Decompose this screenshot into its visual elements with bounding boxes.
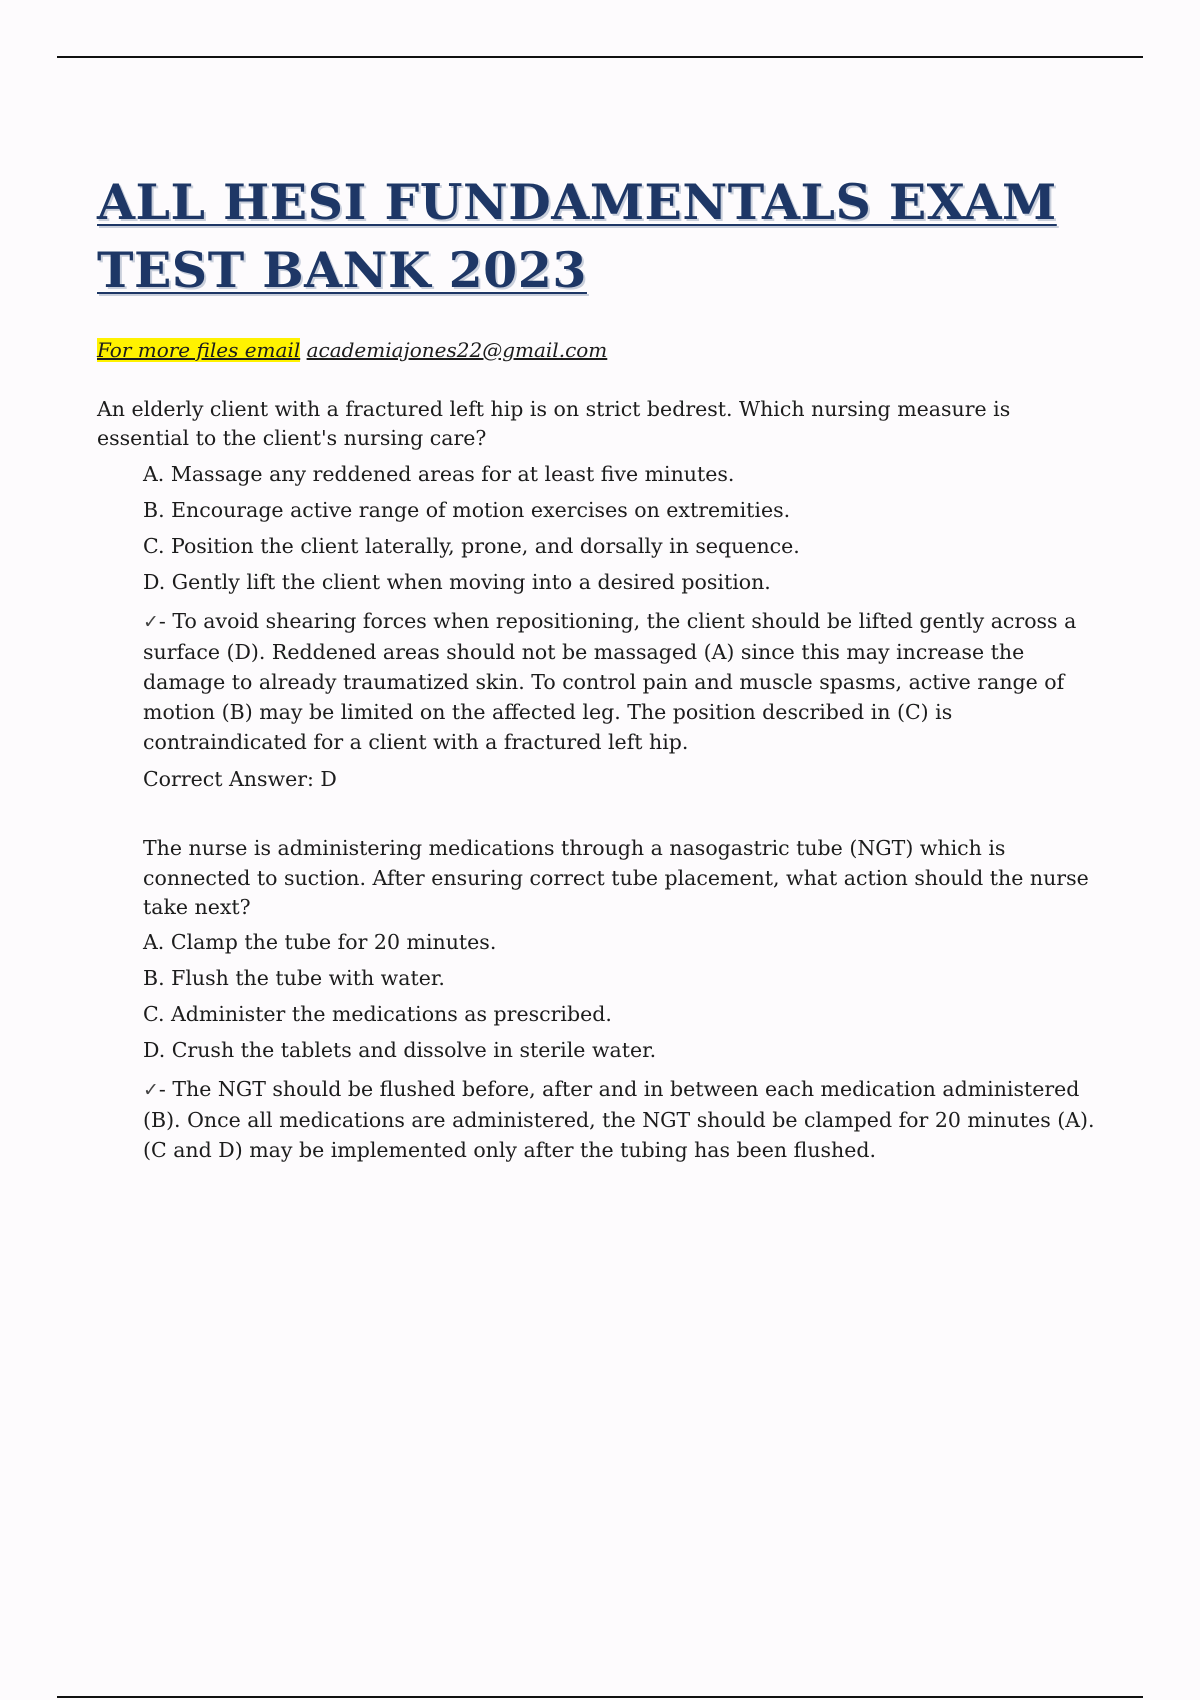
question-2-option-d: D. Crush the tablets and dissolve in sterile water. — [143, 1038, 657, 1062]
question-2-rationale-text: - The NGT should be flushed before, after and in between each medication administered (B). Once all medications are administered, the NGT should be clamped for 20 minutes (A). (C and D) may be implemented only after the tubing has been flushed. — [143, 1077, 1095, 1162]
question-2-stem: The nurse is administering medications through a nasogastric tube (NGT) which is connected to suction. After ensuring correct tube placement, what action should the nurse take next? — [143, 836, 1089, 919]
question-1-rationale-text: - To avoid shearing forces when repositioning, the client should be lifted gently across a surface (D). Reddened areas should not be massaged (A) since this may increase the damage to already traumatized skin. To control pain and muscle spasms, active range of motion (B) may be limited on the affected leg. The position described in (C) is contraindicated for a client with a fractured left hip. — [143, 609, 1077, 754]
question-2-option-b: B. Flush the tube with water. — [143, 966, 445, 990]
question-1-rationale — [143, 606, 1098, 757]
question-2-rationale — [143, 1074, 1098, 1165]
question-2-option-c: C. Administer the medications as prescribed. — [143, 1002, 612, 1026]
footer-rule — [57, 1696, 1143, 1698]
question-1-correct-answer: Correct Answer: D — [143, 767, 337, 791]
document-title: ALL HESI FUNDAMENTALS EXAM TEST BANK 2023 — [97, 173, 1057, 299]
check-icon: ✓ — [143, 1079, 159, 1101]
question-2-body — [143, 924, 1098, 1165]
contact-email-link[interactable]: academiajones22@gmail.com — [306, 338, 608, 362]
question-1-option-a: A. Massage any reddened areas for at least five minutes. — [143, 462, 735, 486]
contact-prefix: For more files email — [97, 338, 301, 362]
question-1-option-c: C. Position the client laterally, prone, and dorsally in sequence. — [143, 534, 800, 558]
question-1-option-d: D. Gently lift the client when moving into a desired position. — [143, 570, 771, 594]
check-icon: ✓ — [143, 611, 159, 633]
contact-line — [97, 338, 607, 362]
header-rule — [57, 56, 1143, 58]
question-2-option-a: A. Clamp the tube for 20 minutes. — [143, 930, 497, 954]
question-1-body — [143, 456, 1098, 797]
question-1-option-b: B. Encourage active range of motion exercises on extremities. — [143, 498, 791, 522]
question-1-stem: An elderly client with a fractured left hip is on strict bedrest. Which nursing measure is essential to the client's nursing care? — [97, 397, 1011, 450]
